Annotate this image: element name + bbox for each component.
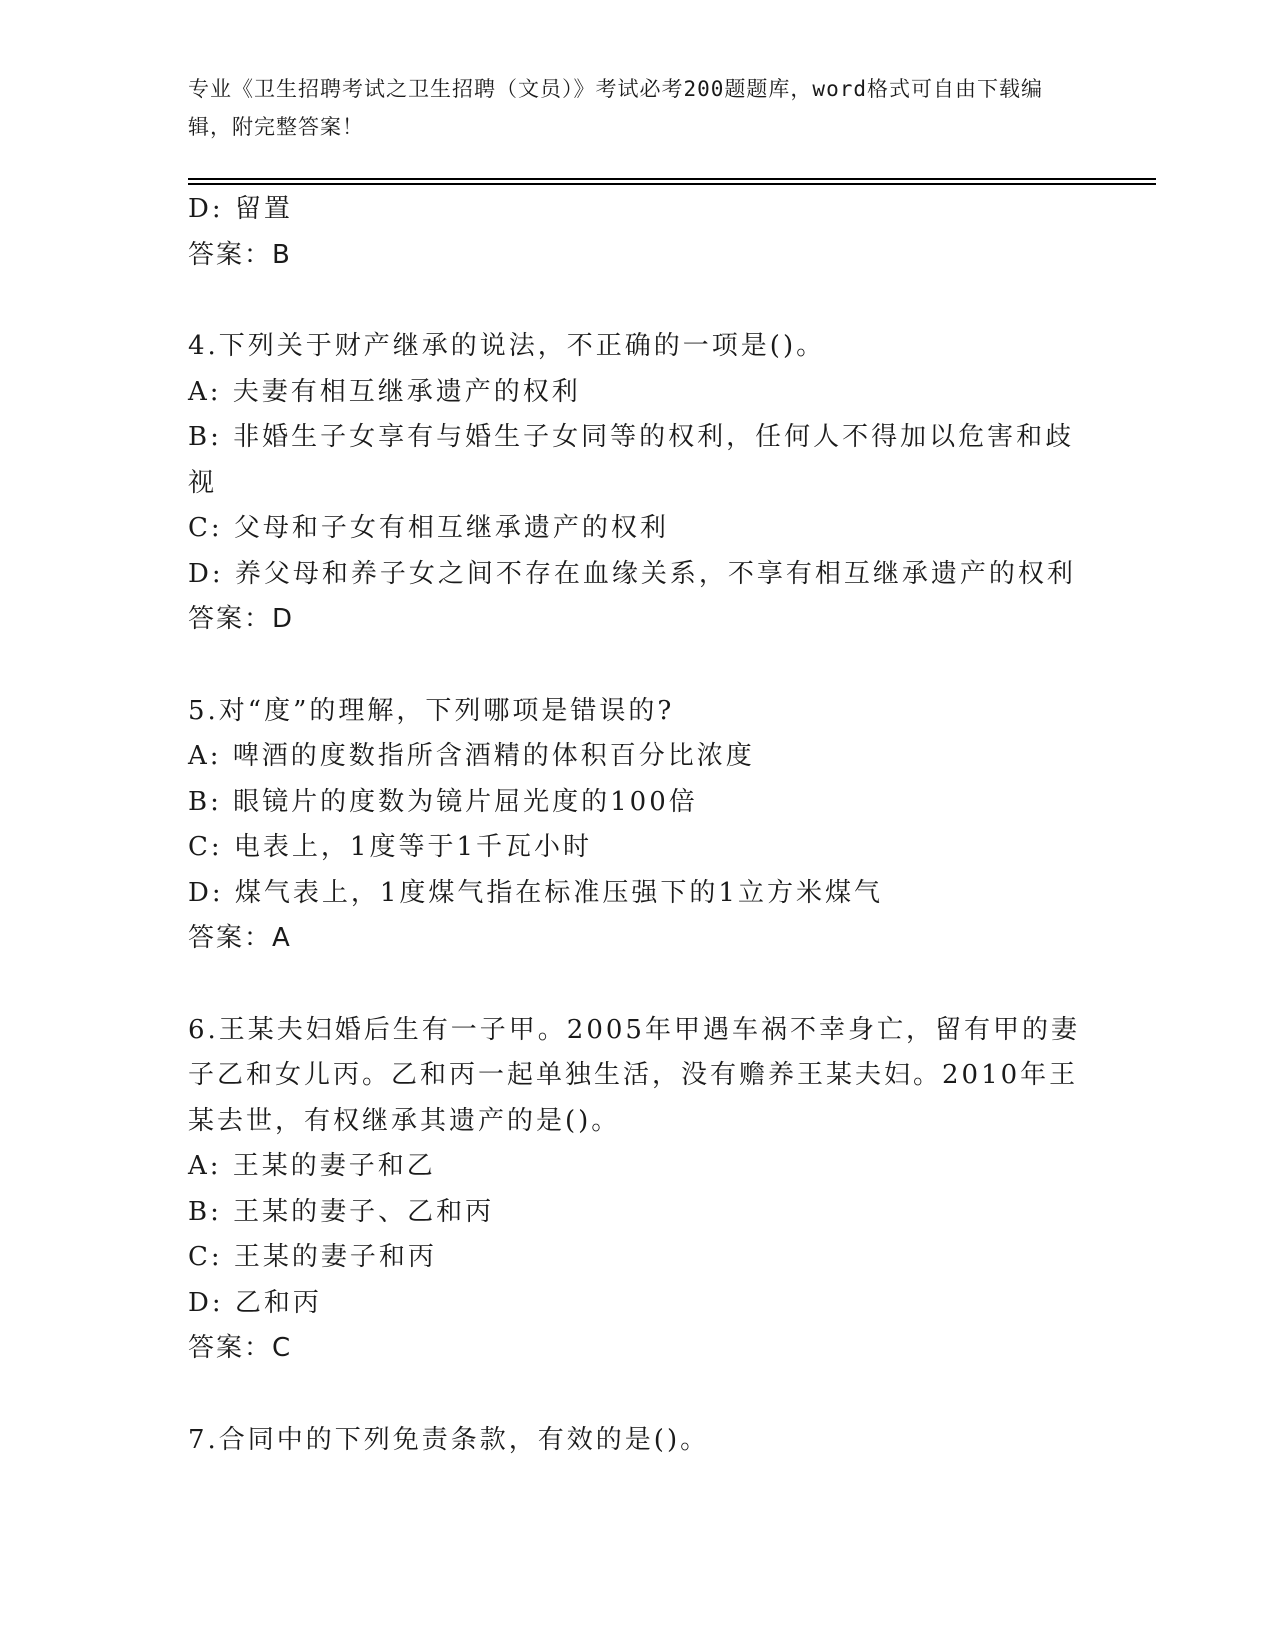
answer-line: 答案：A	[188, 923, 292, 953]
answer-line: 答案：C	[188, 1333, 293, 1363]
document-header	[188, 70, 1078, 146]
option-d: D: 煤气表上，1度煤气指在标准压强下的1立方米煤气	[188, 877, 883, 908]
question-4	[188, 324, 1088, 643]
spacer	[188, 643, 1088, 689]
spacer	[188, 1372, 1088, 1418]
answer-line: 答案：D	[188, 604, 295, 634]
document-body	[188, 187, 1088, 1463]
option-d: D: 养父母和养子女之间不存在血缘关系，不享有相互继承遗产的权利	[188, 558, 1076, 589]
option-b: B: 非婚生子女享有与婚生子女同等的权利，任何人不得加以危害和歧视	[188, 422, 1075, 498]
option-c: C: 父母和子女有相互继承遗产的权利	[188, 513, 669, 543]
question-text: 6.王某夫妇婚后生有一子甲。2005年甲遇车祸不幸身亡，留有甲的妻子乙和女儿丙。乙和丙一起单独生活，没有赡养王某夫妇。2010年王某去世，有权继承其遗产的是()。	[188, 1014, 1080, 1136]
header-text: 专业《卫生招聘考试之卫生招聘（文员）》考试必考200题题库，word格式可自由下载编辑，附完整答案！	[188, 77, 1043, 139]
question-text: 4.下列关于财产继承的说法，不正确的一项是()。	[188, 331, 826, 361]
question-text: 7.合同中的下列免责条款，有效的是()。	[188, 1424, 710, 1455]
option-b: B: 眼镜片的度数为镜片屈光度的100倍	[188, 786, 698, 817]
question-7	[188, 1418, 1088, 1464]
option-c: C: 王某的妻子和丙	[188, 1242, 437, 1272]
spacer	[188, 962, 1088, 1008]
option-a: A: 夫妻有相互继承遗产的权利	[188, 376, 581, 407]
option-a: A: 王某的妻子和乙	[188, 1151, 436, 1181]
spacer	[188, 278, 1088, 324]
question-5	[188, 689, 1088, 962]
option-d: D: 乙和丙	[188, 1287, 322, 1318]
header-rule-top	[188, 178, 1156, 180]
question-6	[188, 1008, 1088, 1372]
option-b: B: 王某的妻子、乙和丙	[188, 1196, 495, 1227]
option-c: C: 电表上，1度等于1千瓦小时	[188, 832, 593, 862]
option-d: D: 留置	[188, 194, 293, 224]
header-rule-bottom	[188, 183, 1156, 185]
question-text: 5.对“度”的理解，下列哪项是错误的?	[188, 695, 675, 726]
answer-line: 答案：B	[188, 239, 292, 270]
option-a: A: 啤酒的度数指所含酒精的体积百分比浓度	[188, 741, 755, 771]
